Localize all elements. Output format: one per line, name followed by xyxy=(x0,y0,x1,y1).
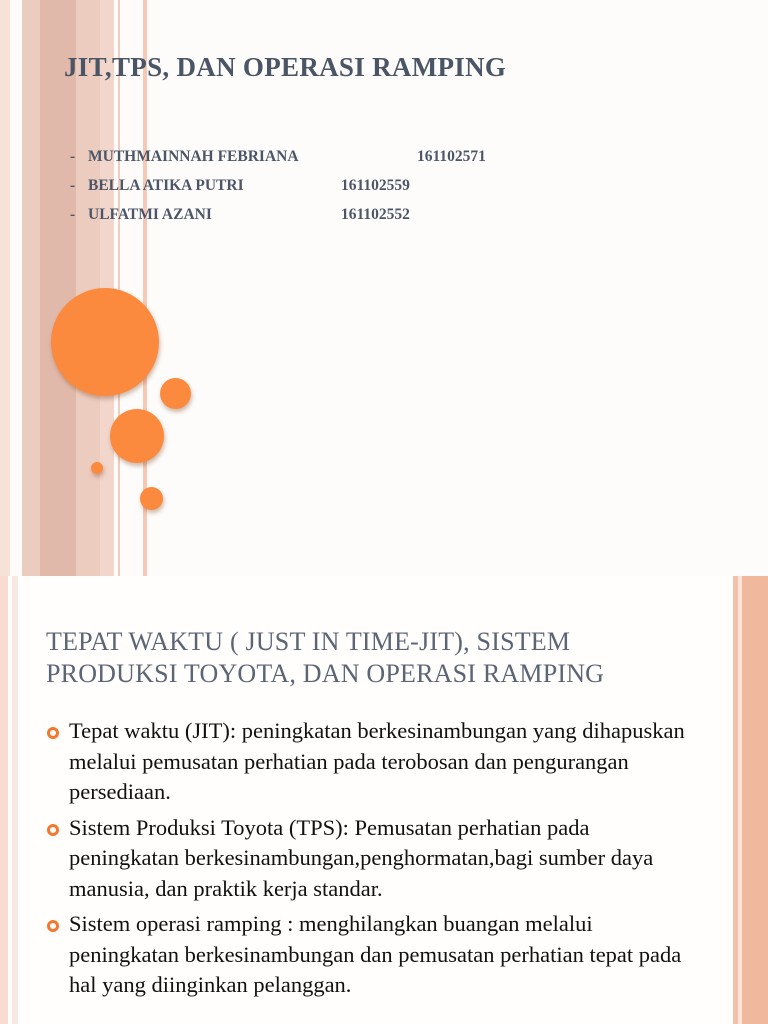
decor-bar xyxy=(742,576,768,1024)
decor-circle xyxy=(140,487,163,510)
decor-circle xyxy=(91,462,103,474)
member-name: BELLA ATIKA PUTRI xyxy=(88,177,244,194)
list-item xyxy=(46,813,686,905)
slide-title: JIT,TPS, DAN OPERASI RAMPING xyxy=(64,52,507,82)
member-nim: 161102571 xyxy=(417,148,486,165)
circle-bullet-icon xyxy=(47,920,59,932)
member-row xyxy=(70,206,520,228)
member-dash: - xyxy=(70,148,76,165)
member-name: MUTHMAINNAH FEBRIANA xyxy=(88,148,299,165)
member-dash: - xyxy=(70,177,76,194)
member-name: ULFATMI AZANI xyxy=(88,206,212,223)
list-item xyxy=(46,716,686,808)
decor-bar xyxy=(40,0,76,576)
decor-bar xyxy=(0,576,8,1024)
member-nim: 161102552 xyxy=(341,206,410,223)
member-nim: 161102559 xyxy=(341,177,410,194)
decor-bar xyxy=(0,0,10,576)
member-dash: - xyxy=(70,206,76,223)
bullet-list xyxy=(46,716,686,1006)
bullet-text: Tepat waktu (JIT): peningkatan berkesinambungan yang dihapuskan melalui pemusatan perhatian pada terobosan dan pengurangan persediaan. xyxy=(69,718,685,804)
decor-circle-large xyxy=(51,288,159,396)
title-line: PRODUKSI TOYOTA, DAN OPERASI RAMPING xyxy=(46,659,605,688)
decor-bar xyxy=(118,0,120,576)
bullet-text: Sistem Produksi Toyota (TPS): Pemusatan perhatian pada peningkatan berkesinambungan,penghormatan,bagi sumber daya manusia, dan praktik kerja standar. xyxy=(69,814,654,901)
member-row xyxy=(70,177,520,199)
title-line: TEPAT WAKTU ( JUST IN TIME-JIT), SISTEM xyxy=(46,627,571,656)
decor-circle xyxy=(160,378,191,409)
member-row xyxy=(70,148,520,170)
slide-title xyxy=(46,626,686,690)
circle-bullet-icon xyxy=(47,824,59,836)
decor-circle xyxy=(110,409,164,463)
circle-bullet-icon xyxy=(47,727,59,739)
decor-bar xyxy=(12,576,18,1024)
bullet-text: Sistem operasi ramping : menghilangkan buangan melalui peningkatan berkesinambungan dan pemusatan perhatian tepat pada hal yang diinginkan pelanggan. xyxy=(69,911,682,997)
content-slide xyxy=(0,576,768,1024)
list-item xyxy=(46,909,686,1001)
